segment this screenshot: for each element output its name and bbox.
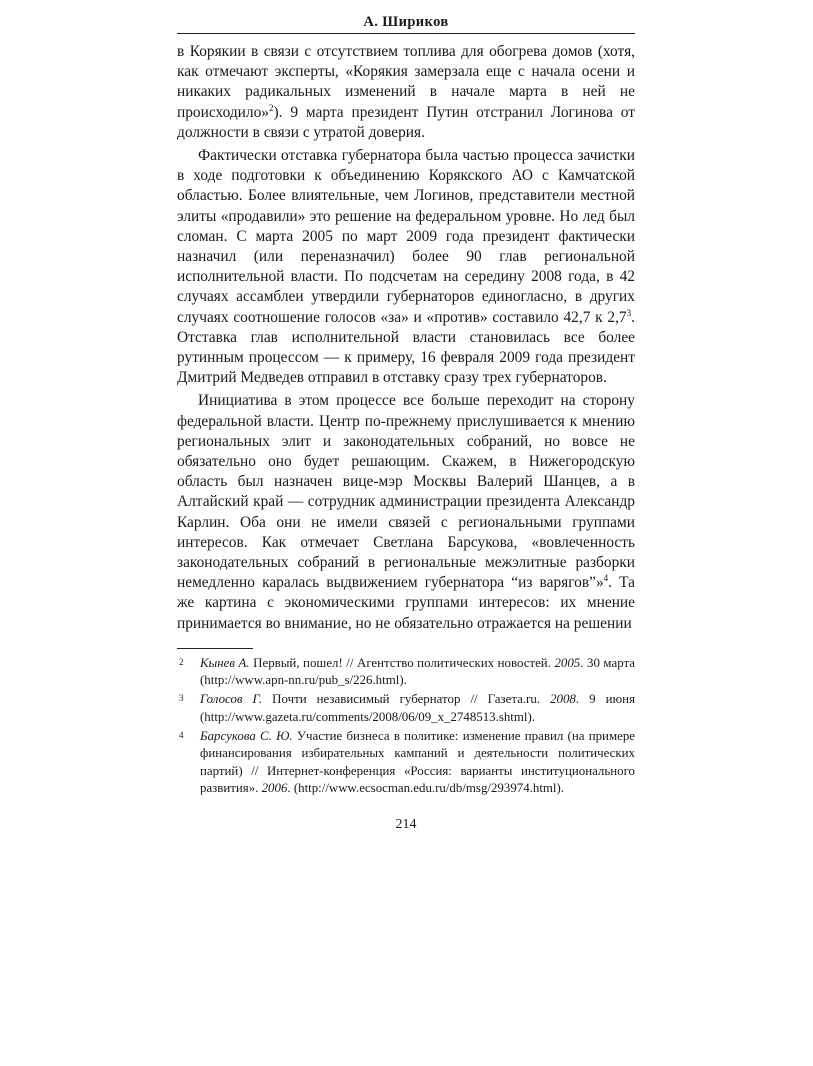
book-page [177,12,635,833]
paragraph-1: в Корякии в связи с отсутствием топлива для обогрева домов (хотя, как отмечают эксперты, «Корякия замерзала еще с начала осени и никаких радикальных изменений в начале марта в ней не происходило»$^2$). 9 марта президент Путин отстранил Логинова от должности в связи с утратой доверия. [177,43,635,141]
footnote-author: Кынев А. [200,655,250,670]
footnote-year: 2006 [261,780,288,795]
footnote-text: Барсукова С. Ю. Участие бизнеса в политике: изменение правил (на примере финансирования избирательных кампаний и деятельности политических партий) // Интернет-конференция «Россия: варианты институционального развития». 2006. (http://www.ecsocman.edu.ru/db/msg/293974.html). [200,729,635,795]
running-header: А. Шириков [177,12,635,34]
footnote-number: 4 [179,730,184,741]
footnote-ref-2[interactable]: 2 [269,102,274,113]
footnote-ref-3[interactable]: 3 [626,307,632,318]
footnote-author: Барсукова С. Ю. [200,729,293,744]
footnote-number: 3 [179,693,184,704]
footnote-divider [177,648,253,649]
footnote-3 [177,691,635,726]
page-number: 214 [395,817,417,833]
footnote-ref-4[interactable]: 4 [603,573,609,584]
footnote-2 [177,655,635,690]
footnote-year: 2005 [554,655,581,670]
footnote-number: 2 [179,656,184,667]
paragraph-2: Фактически отставка губернатора была частью процесса зачистки в ходе подготовки к объединению Корякского АО с Камчатской областью. Более влиятельные, чем Логинов, представители местной элиты «продавили» это решение на федеральном уровне. Но лед был сломан. С марта 2005 по март 2009 года президент фактически назначил (или переназначил) более 90 глав региональной исполнительной власти. По подсчетам на середину 2008 года, в 42 случаях ассамблеи утвердили губернаторов единогласно, в других случаях соотношение голосов «за» и «против» составило 42,7 к $2,7^3$. Отставка глав исполнительной власти становилась все более рутинным процессом — к примеру, 16 февраля 2009 года президент Дмитрий Медведев отправил в отставку сразу трех губернаторов. [177,147,635,387]
footnote-author: Голосов Г. [200,692,263,707]
footnote-4 [177,728,635,797]
footnote-text: Кынев А. Первый, пошел! // Агентство политических новостей. 2005. 30 марта (http://www.apn-nn.ru/pub_s/226.html). [200,655,635,688]
paragraph-3: Инициатива в этом процессе все больше переходит на сторону федеральной власти. Центр по-прежнему прислушивается к мнению региональных элит и законодательных собраний, но вовсе не обязательно оно будет решающим. Скажем, в Нижегородскую область был назначен вице-мэр Москвы Валерий Шанцев, а в Алтайский край — сотрудник администрации президента Александр Карлин. Оба они не имели связей с региональными группами интересов. Как отмечает Светлана Барсукова, «вовлеченность законодательных собраний в региональные межэлитные разборки немедленно каралась выдвижением губернатора “из варягов”»$^4$. Та же картина с экономическими группами интересов: их мнение принимается во внимание, но не обязательно отражается на решении [177,392,636,632]
footnote-text: Голосов Г. Почти независимый губернатор // Газета.ru. 2008. 9 июня (http://www.gazeta.ru/comments/2008/06/09_x_2748513.shtml). [200,692,635,724]
footnote-year: 2008 [550,692,576,707]
main-text [177,42,635,634]
footnotes [177,655,635,797]
